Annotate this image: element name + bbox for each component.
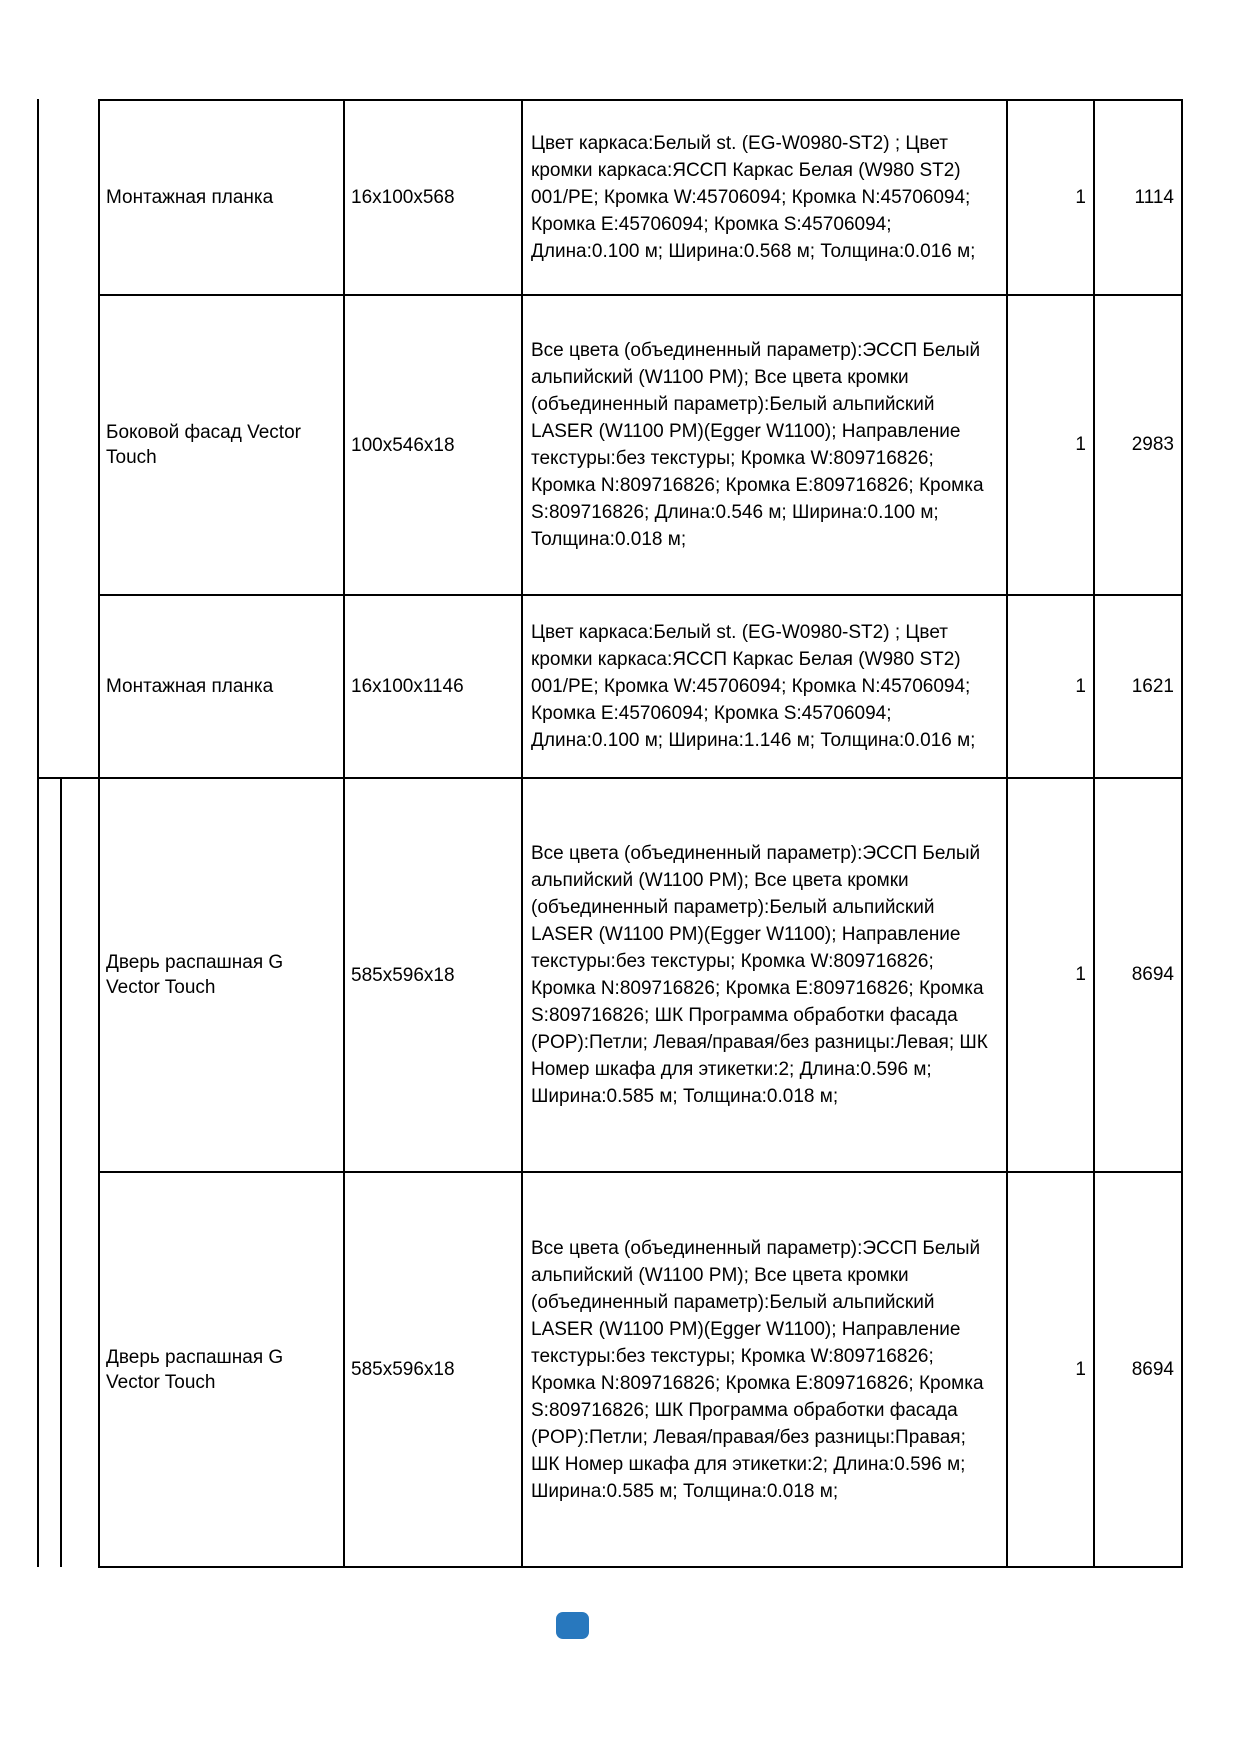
item-size-cell: 100x546x18 bbox=[344, 295, 522, 595]
item-size-cell: 585x596x18 bbox=[344, 1172, 522, 1567]
spec-table bbox=[98, 99, 1183, 1568]
item-size-cell: 16x100x1146 bbox=[344, 595, 522, 778]
item-description-cell: Цвет каркаса:Белый st. (EG-W0980-ST2) ; Цвет кромки каркаса:ЯССП Каркас Белая (W980 ST2) 001/PE; Кромка W:45706094; Кромка N:45706094; Кромка E:45706094; Кромка S:45706094; Длина:0.100 м; Ширина:0.568 м; Толщина:0.016 м; bbox=[522, 100, 1007, 295]
item-name-cell: Монтажная планка bbox=[99, 595, 344, 778]
item-price-cell: 1621 bbox=[1094, 595, 1182, 778]
item-price-cell: 2983 bbox=[1094, 295, 1182, 595]
item-size-cell: 585x596x18 bbox=[344, 778, 522, 1172]
item-description-cell: Все цвета (объединенный параметр):ЭССП Белый альпийский (W1100 PM); Все цвета кромки (объединенный параметр):Белый альпийский LASER (W1100 PM)(Egger W1100); Направление текстуры:без текстуры; Кромка W:809716826; Кромка N:809716826; Кромка E:809716826; Кромка S:809716826; ШК Программа обработки фасада (POP):Петли; Левая/правая/без разницы:Правая; ШК Номер шкафа для этикетки:2; Длина:0.596 м; Ширина:0.585 м; Толщина:0.018 м; bbox=[522, 1172, 1007, 1567]
item-qty-cell: 1 bbox=[1007, 100, 1094, 295]
table-row bbox=[99, 1172, 1182, 1567]
item-name-cell: Монтажная планка bbox=[99, 100, 344, 295]
table-row bbox=[99, 778, 1182, 1172]
item-price-cell: 1114 bbox=[1094, 100, 1182, 295]
outer-table-row-divider bbox=[37, 777, 100, 779]
table-row bbox=[99, 100, 1182, 295]
item-price-cell: 8694 bbox=[1094, 778, 1182, 1172]
item-name-cell: Дверь распашная G Vector Touch bbox=[99, 778, 344, 1172]
blue-marker-icon bbox=[556, 1612, 589, 1639]
outer-table-inner-border bbox=[60, 777, 62, 1567]
item-description-cell: Все цвета (объединенный параметр):ЭССП Белый альпийский (W1100 PM); Все цвета кромки (объединенный параметр):Белый альпийский LASER (W1100 PM)(Egger W1100); Направление текстуры:без текстуры; Кромка W:809716826; Кромка N:809716826; Кромка E:809716826; Кромка S:809716826; ШК Программа обработки фасада (POP):Петли; Левая/правая/без разницы:Левая; ШК Номер шкафа для этикетки:2; Длина:0.596 м; Ширина:0.585 м; Толщина:0.018 м; bbox=[522, 778, 1007, 1172]
item-description-cell: Цвет каркаса:Белый st. (EG-W0980-ST2) ; Цвет кромки каркаса:ЯССП Каркас Белая (W980 ST2) 001/PE; Кромка W:45706094; Кромка N:45706094; Кромка E:45706094; Кромка S:45706094; Длина:0.100 м; Ширина:1.146 м; Толщина:0.016 м; bbox=[522, 595, 1007, 778]
item-description-cell: Все цвета (объединенный параметр):ЭССП Белый альпийский (W1100 PM); Все цвета кромки (объединенный параметр):Белый альпийский LASER (W1100 PM)(Egger W1100); Направление текстуры:без текстуры; Кромка W:809716826; Кромка N:809716826; Кромка E:809716826; Кромка S:809716826; Длина:0.546 м; Ширина:0.100 м; Толщина:0.018 м; bbox=[522, 295, 1007, 595]
item-qty-cell: 1 bbox=[1007, 595, 1094, 778]
item-qty-cell: 1 bbox=[1007, 1172, 1094, 1567]
table-row bbox=[99, 595, 1182, 778]
outer-table-left-border bbox=[37, 99, 39, 1567]
table-row bbox=[99, 295, 1182, 595]
item-name-cell: Боковой фасад Vector Touch bbox=[99, 295, 344, 595]
item-size-cell: 16x100x568 bbox=[344, 100, 522, 295]
item-qty-cell: 1 bbox=[1007, 295, 1094, 595]
item-price-cell: 8694 bbox=[1094, 1172, 1182, 1567]
item-qty-cell: 1 bbox=[1007, 778, 1094, 1172]
item-name-cell: Дверь распашная G Vector Touch bbox=[99, 1172, 344, 1567]
